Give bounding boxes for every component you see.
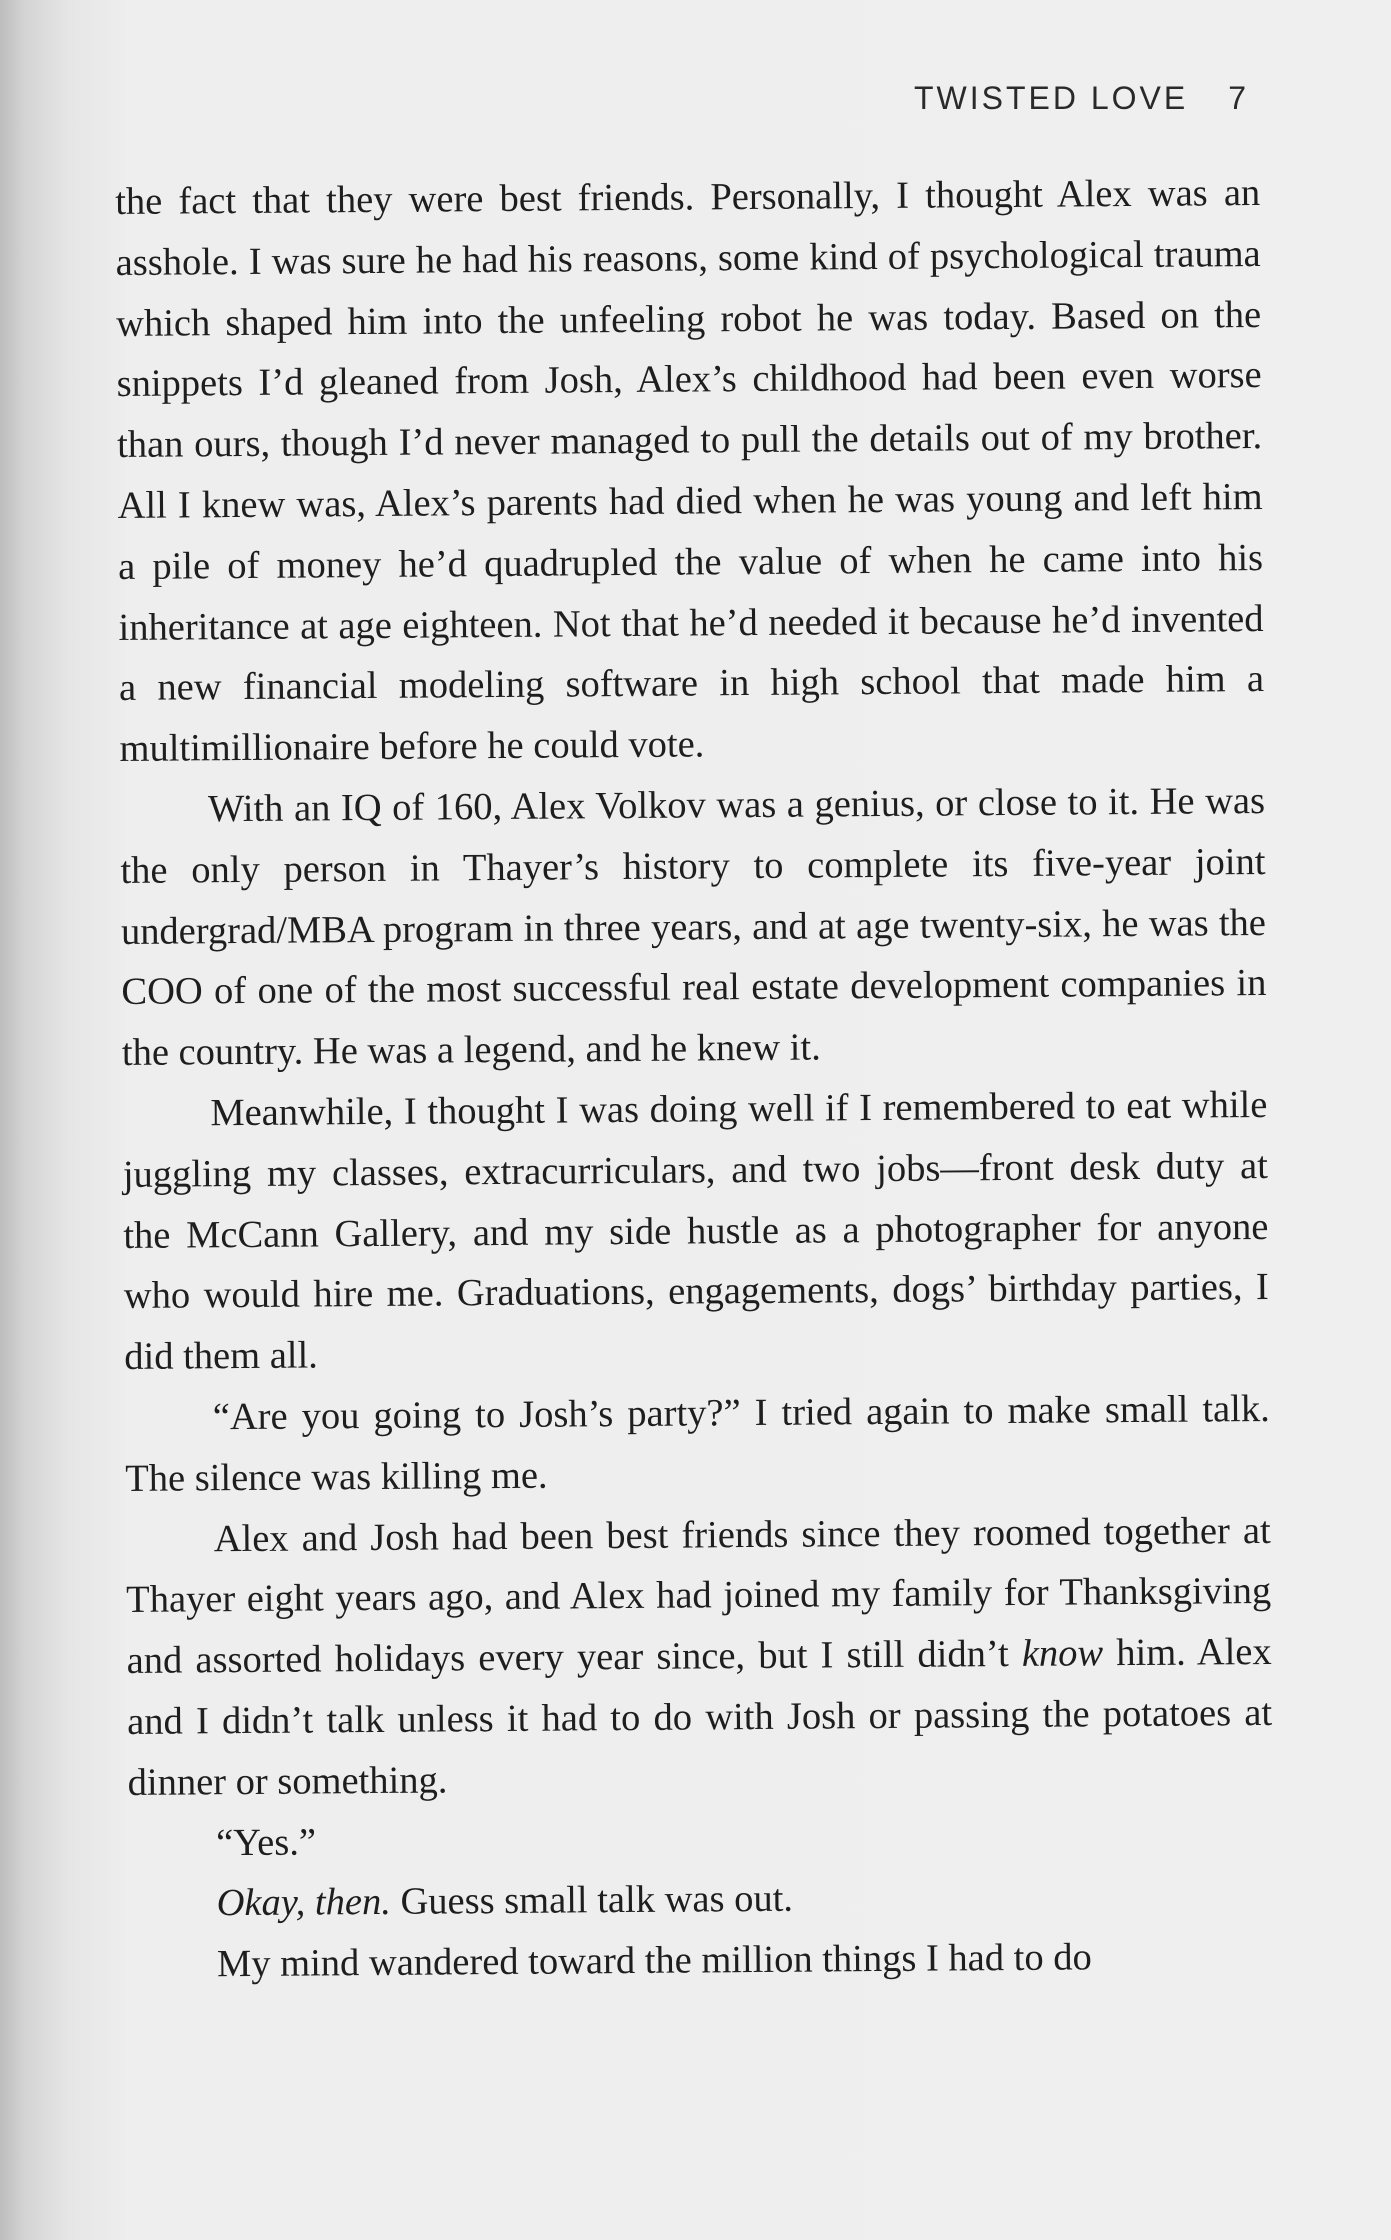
paragraph (129, 1926, 1274, 1996)
body-text (115, 163, 1274, 1996)
paragraph (128, 1804, 1273, 1874)
paragraph (125, 1379, 1271, 1510)
running-title: TWISTED LOVE (913, 80, 1189, 116)
dialogue-text: “Yes.” (215, 1820, 317, 1864)
paragraph (115, 163, 1265, 780)
paragraph (128, 1865, 1273, 1935)
paragraph-text: Guess small talk was out. (390, 1878, 794, 1924)
paragraph-text: the fact that they were best friends. Personally, I thought Alex was an asshole. I was sure he had his reasons, some kind of psychological trauma which shaped him into the unfeeling robot he was today. Based on the snippets I’d gleaned from Josh, Alex’s childhood had been even worse than ours, though I’d never managed to pull the details out of my brother. All I knew was, Alex’s parents had died when he was young and left him a pile of money he’d quadrupled the value of when he came into his inheritance at age eighteen. Not that he’d needed it because he’d invented a new financial modeling software in high school that made him a multimillionaire before he could vote. (115, 172, 1265, 771)
emphasis-text: know (1021, 1632, 1104, 1676)
paragraph (120, 771, 1267, 1084)
paragraph-text: My mind wandered toward the million things I had to do (216, 1936, 1092, 1986)
paragraph-text: With an IQ of 160, Alex Volkov was a genius, or close to it. He was the only person in Thayer’s history to complete its five-year joint undergrad/MBA program in three years, and at age twenty-six, he was the COO of one of the most successful real estate development companies in the country. He was a legend, and he knew it. (120, 779, 1267, 1075)
running-head (914, 80, 1246, 117)
paragraph (122, 1075, 1269, 1388)
paragraph-text: Alex and Josh had been best friends since they roomed together at Thayer eight years ago, and Alex had joined my family for Thanksgiving and assorted holidays every year since, but I still didn’t (126, 1509, 1272, 1683)
paragraph-text: “Are you going to Josh’s party?” I tried again to make small talk. The silence was killing me. (125, 1387, 1270, 1500)
paragraph (126, 1500, 1273, 1813)
page-number: 7 (1228, 80, 1246, 116)
paragraph-text: Meanwhile, I thought I was doing well if I remembered to eat while juggling my classes, extracurriculars, and two jobs—front desk duty at the McCann Gallery, and my side hustle as a photographer for anyone who would hire me. Graduations, engagements, dogs’ birthday parties, I did them all. (122, 1083, 1269, 1379)
emphasis-text: Okay, then. (216, 1881, 392, 1925)
paragraph-text: him. Alex and I didn’t talk unless it had to do with Josh or passing the potatoes at dinner or something. (127, 1631, 1273, 1804)
